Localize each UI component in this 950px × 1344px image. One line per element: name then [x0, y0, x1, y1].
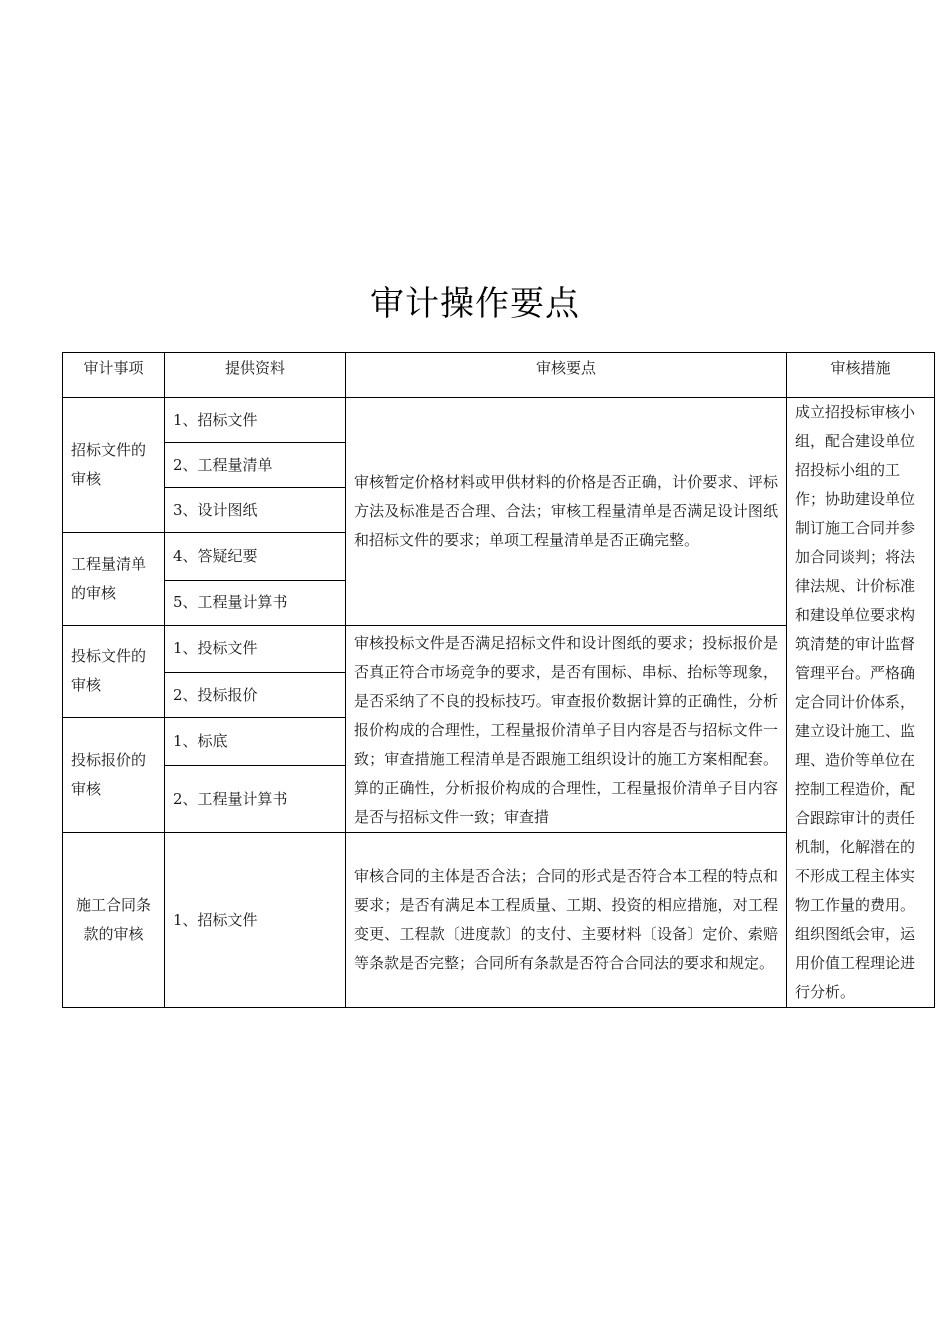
page-title: 审计操作要点	[370, 284, 580, 324]
review-point-cell: 审核暂定价格材料或甲供材料的价格是否正确，计价要求、评标方法及标准是否合理、合法；审核工程量清单是否满足设计图纸和招标文件的要求；单项工程量清单是否正确完整。	[346, 398, 787, 626]
audit-item-cell: 工程量清单的审核	[63, 533, 165, 626]
material-cell: 4、答疑纪要	[165, 533, 346, 581]
header-materials: 提供资料	[165, 353, 346, 398]
review-point-cell: 审核合同的主体是否合法；合同的形式是否符合本工程的特点和要求；是否有满足本工程质量、工期、投资的相应措施，对工程变更、工程款〔进度款〕的支付、主要材料〔设备〕定价、索赔等条款是否完整；合同所有条款是否符合合同法的要求和规定。	[346, 833, 787, 1008]
review-measure-cell: 成立招投标审核小组，配合建设单位招投标小组的工作；协助建设单位制订施工合同并参加合同谈判；将法律法规、计价标准和建设单位要求构筑清楚的审计监督管理平台。严格确定合同计价体系，建立设计施工、监理、造价等单位在控制工程造价，配合跟踪审计的责任机制，化解潜在的不形成工程主体实物工作量的费用。组织图纸会审，运用价值工程理论进行分析。	[787, 398, 935, 1008]
material-cell: 1、标底	[165, 718, 346, 766]
audit-item-cell: 施工合同条款的审核	[63, 833, 165, 1008]
material-cell: 2、投标报价	[165, 673, 346, 718]
header-review-points: 审核要点	[346, 353, 787, 398]
material-cell: 2、工程量清单	[165, 443, 346, 488]
audit-item-cell: 招标文件的审核	[63, 398, 165, 533]
audit-table	[62, 352, 935, 1008]
table-header-row	[63, 353, 935, 398]
review-point-cell	[346, 625, 787, 832]
material-cell: 1、招标文件	[165, 833, 346, 1008]
table-row	[63, 398, 935, 443]
material-cell: 3、设计图纸	[165, 488, 346, 533]
header-review-measures: 审核措施	[787, 353, 935, 398]
material-cell: 1、招标文件	[165, 398, 346, 443]
material-cell: 1、投标文件	[165, 625, 346, 673]
audit-item-cell: 投标报价的审核	[63, 718, 165, 833]
review-point-text: 审核投标文件是否满足招标文件和设计图纸的要求；投标报价是否真正符合市场竞争的要求，是否有围标、串标、抬标等现象，是否采纳了不良的投标技巧。审查报价数据计算的正确性，分析报价构成的合理性，工程量报价清单子目内容是否与招标文件一致；审查措施工程清单是否跟施工组织设计的施工方案相配套。算的正确性，分析报价构成的合理性，工程量报价清单子目内容是否与招标文件一致；审查措	[354, 633, 778, 826]
audit-item-cell: 投标文件的审核	[63, 625, 165, 718]
material-cell: 5、工程量计算书	[165, 580, 346, 625]
material-cell: 2、工程量计算书	[165, 766, 346, 833]
header-audit-item: 审计事项	[63, 353, 165, 398]
